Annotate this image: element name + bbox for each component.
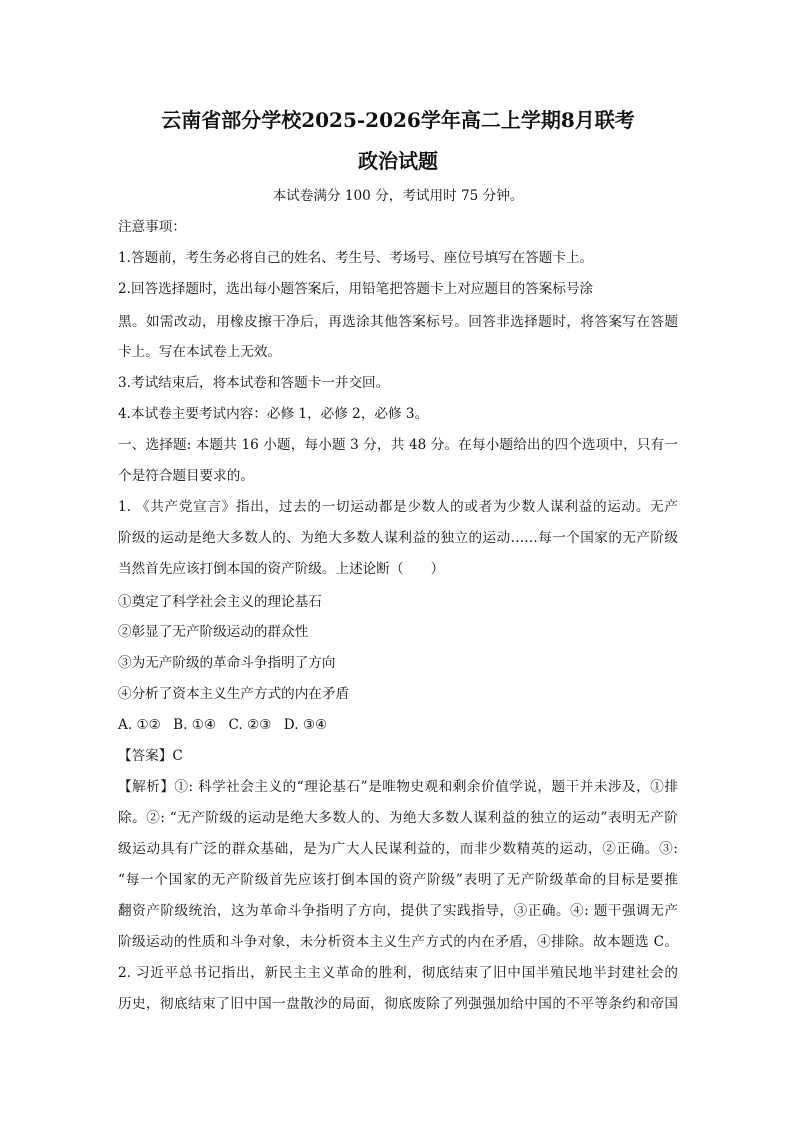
statement: ③为无产阶级的革命斗争指明了方向 [118, 655, 336, 671]
option-a: A. ①② [118, 717, 161, 733]
note-line: 3.考试结束后，将本试卷和答题卡一并交回。 [118, 375, 390, 391]
option-d: D. ③④ [283, 717, 328, 733]
analysis-line: 阶级运动的性质和斗争对象，未分析资本主义生产方式的内在矛盾，④排除。故本题选 C。 [118, 934, 678, 950]
answer-options [118, 715, 678, 735]
question-stem: 阶级的运动是绝大多数人的、为绝大多数人谋利益的独立的运动……每一个国家的无产阶级 [118, 530, 678, 546]
analysis-line: 级运动具有广泛的群众基础，是为广大人民谋利益的，而非少数精英的运动，②正确。③: [118, 841, 678, 857]
section-heading: 一、选择题: 本题共 16 小题，每小题 3 分，共 48 分。在每小题给出的四个选项中，只有一 [118, 437, 678, 453]
option-b: B. ①④ [173, 717, 217, 733]
question-stem: 当然首先应该打倒本国的资产阶级。上述论断（ ） [118, 561, 445, 577]
note-line: 2.回答选择题时，选出每小题答案后，用铅笔把答题卡上对应题目的答案标号涂 [118, 281, 594, 297]
note-line: 黑。如需改动，用橡皮擦干净后，再选涂其他答案标号。回答非选择题时，将答案写在答题 [118, 314, 678, 330]
note-line: 4.本试卷主要考试内容：必修 1，必修 2，必修 3。 [118, 406, 429, 422]
analysis-line: “每一个国家的无产阶级首先应该打倒本国的资产阶级”表明了无产阶级革命的目标是要推 [118, 872, 678, 888]
statement: ①奠定了科学社会主义的理论基石 [118, 594, 322, 610]
exam-info: 本试卷满分 100 分，考试用时 75 分钟。 [272, 188, 524, 204]
statement: ②彰显了无产阶级运动的群众性 [118, 624, 309, 640]
notes-heading: 注意事项： [118, 219, 186, 235]
section-heading-cont: 个是符合题目要求的。 [118, 468, 254, 484]
page-subtitle: 政治试题 [358, 149, 438, 173]
statement: ④分析了资本主义生产方式的内在矛盾 [118, 686, 350, 702]
option-c: C. ②③ [228, 717, 272, 733]
analysis-line: 【解析】①: 科学社会主义的“理论基石”是唯物史观和剩余价值学说，题干并未涉及，①排 [118, 779, 678, 795]
note-line: 卡上。写在本试卷上无效。 [118, 344, 282, 360]
page-title: 云南省部分学校2025-2026学年高二上学期8月联考 [161, 108, 635, 132]
analysis-line: 除。②: “无产阶级的运动是绝大多数人的、为绝大多数人谋利益的独立的运动”表明无产阶 [118, 810, 678, 826]
question-stem: 1. 《共产党宣言》指出，过去的一切运动都是少数人的或者为少数人谋利益的运动。无产 [118, 499, 678, 515]
question-stem: 历史，彻底结束了旧中国一盘散沙的局面，彻底废除了列强强加给中国的不平等条约和帝国 [118, 996, 678, 1012]
answer-label: 【答案】C [118, 748, 183, 764]
note-line: 1.答题前，考生务必将自己的姓名、考生号、考场号、座位号填写在答题卡上。 [118, 250, 594, 266]
analysis-line: 翻资产阶级统治，这为革命斗争指明了方向，提供了实践指导，③正确。④: 题干强调无产 [118, 903, 678, 919]
question-stem: 2. 习近平总书记指出，新民主主义革命的胜利，彻底结束了旧中国半殖民地半封建社会的 [118, 965, 678, 981]
